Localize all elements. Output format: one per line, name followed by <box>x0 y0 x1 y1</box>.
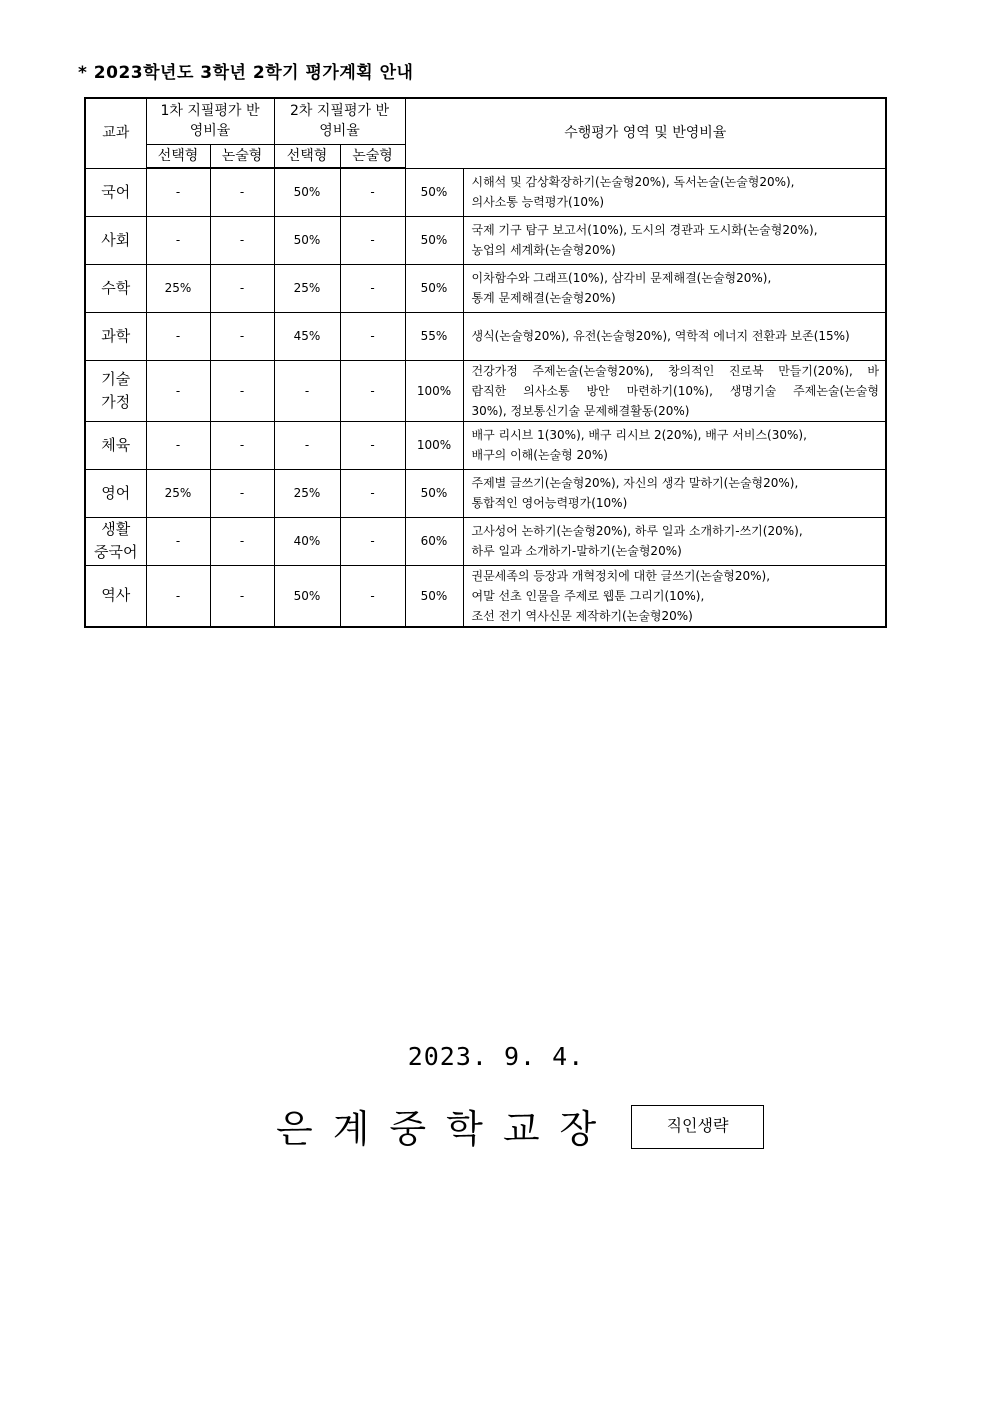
performance-desc-cell <box>463 360 886 421</box>
e1-essay-cell: - <box>210 421 274 469</box>
subject-name-part: 사회 <box>101 230 131 249</box>
subject-name-part: 역사 <box>101 586 131 604</box>
e1-choice-cell: - <box>146 517 210 565</box>
table-row <box>85 312 886 360</box>
perf-ratio-cell: 50% <box>405 264 463 312</box>
table-row <box>85 360 886 421</box>
header-exam2-choice: 선택형 <box>274 144 340 168</box>
table-row <box>85 264 886 312</box>
subject-cell <box>85 517 146 565</box>
subject-name-part: 기술 <box>101 369 131 388</box>
subject-name-part: 국어 <box>101 182 131 201</box>
e2-essay-cell: - <box>340 421 405 469</box>
performance-desc-line: 30%), 정보통신기술 문제해결활동(20%) <box>471 403 690 418</box>
e2-choice-cell: 50% <box>274 565 340 627</box>
performance-desc-line: 의사소통 능력평가(10%) <box>471 195 605 209</box>
performance-desc-cell <box>463 565 886 627</box>
performance-desc-cell <box>463 216 886 264</box>
performance-desc-line: 이차함수와 그래프(10%), 삼각비 문제해결(논술형20%), <box>471 271 772 285</box>
header-exam2-label: 2차 지필평가 반영비율 <box>290 103 389 140</box>
e2-choice-cell: - <box>274 421 340 469</box>
table-row <box>85 216 886 264</box>
subject-cell <box>85 360 146 421</box>
e1-essay-cell: - <box>210 312 274 360</box>
e1-choice-cell: 25% <box>146 264 210 312</box>
e2-choice-cell: 45% <box>274 312 340 360</box>
performance-desc-line: 주제별 글쓰기(논술형20%), 자신의 생각 말하기(논술형20%), <box>471 476 799 490</box>
header-performance: 수행평가 영역 및 반영비율 <box>405 98 886 168</box>
performance-desc-line: 생식(논술형20%), 유전(논술형20%), 역학적 에너지 전환과 보존(15%) <box>471 329 850 343</box>
performance-desc-cell <box>463 469 886 517</box>
evaluation-plan-table <box>84 97 887 628</box>
perf-ratio-cell: 50% <box>405 469 463 517</box>
perf-ratio-cell: 100% <box>405 360 463 421</box>
header-exam1-label: 1차 지필평가 반영비율 <box>160 103 260 140</box>
header-subject: 교과 <box>85 98 146 168</box>
header-exam1-essay: 논술형 <box>210 144 274 168</box>
e1-essay-cell: - <box>210 216 274 264</box>
page-title: * 2023학년도 3학년 2학기 평가계획 안내 <box>78 63 414 83</box>
e2-essay-cell: - <box>340 517 405 565</box>
perf-ratio-cell: 50% <box>405 565 463 627</box>
e1-choice-cell: - <box>146 168 210 216</box>
e1-choice-cell: 25% <box>146 469 210 517</box>
perf-ratio-cell: 60% <box>405 517 463 565</box>
e2-choice-cell: 25% <box>274 264 340 312</box>
subject-name-part: 과학 <box>101 326 131 345</box>
e1-choice-cell: - <box>146 312 210 360</box>
document-date: 2023. 9. 4. <box>407 1042 585 1071</box>
subject-cell <box>85 216 146 264</box>
table-row <box>85 517 886 565</box>
subject-name-part: 체육 <box>101 435 131 454</box>
performance-desc-cell <box>463 168 886 216</box>
table-row <box>85 168 886 216</box>
performance-desc-cell <box>463 312 886 360</box>
performance-desc-line: 통계 문제해결(논술형20%) <box>471 291 616 305</box>
performance-desc-line: 조선 전기 역사신문 제작하기(논술형20%) <box>471 608 693 623</box>
e1-essay-cell: - <box>210 168 274 216</box>
subject-name-part: 생활 <box>101 520 131 538</box>
e1-essay-cell: - <box>210 469 274 517</box>
performance-desc-line: 람직한 의사소통 방안 마련하기(10%), 생명기술 주제논술(논술형 <box>471 383 879 398</box>
e2-essay-cell: - <box>340 216 405 264</box>
perf-ratio-cell: 100% <box>405 421 463 469</box>
performance-desc-line: 권문세족의 등장과 개혁정치에 대한 글쓰기(논술형20%), <box>471 568 771 583</box>
e2-choice-cell: 25% <box>274 469 340 517</box>
performance-desc-line: 국제 기구 탐구 보고서(10%), 도시의 경관과 도시화(논술형20%), <box>471 223 818 237</box>
performance-desc-line: 고사성어 논하기(논술형20%), 하루 일과 소개하기-쓰기(20%), <box>471 524 803 538</box>
e2-essay-cell: - <box>340 360 405 421</box>
school-principal: 은계중학교장 <box>276 1107 617 1151</box>
e1-essay-cell: - <box>210 264 274 312</box>
perf-ratio-cell: 50% <box>405 216 463 264</box>
perf-ratio-cell: 55% <box>405 312 463 360</box>
e1-choice-cell: - <box>146 421 210 469</box>
performance-desc-cell <box>463 264 886 312</box>
subject-cell <box>85 168 146 216</box>
seal-omitted-box: 직인생략 <box>631 1105 764 1149</box>
e2-essay-cell: - <box>340 264 405 312</box>
subject-name-part: 가정 <box>101 392 131 411</box>
e1-choice-cell: - <box>146 360 210 421</box>
subject-cell <box>85 469 146 517</box>
e1-essay-cell: - <box>210 565 274 627</box>
e2-choice-cell: 40% <box>274 517 340 565</box>
e2-essay-cell: - <box>340 312 405 360</box>
subject-name-part: 중국어 <box>94 543 138 561</box>
subject-name-part: 영어 <box>101 483 131 502</box>
subject-cell <box>85 565 146 627</box>
e1-essay-cell: - <box>210 360 274 421</box>
header-exam2-essay: 논술형 <box>340 144 405 168</box>
performance-desc-line: 배구의 이해(논술형 20%) <box>471 448 608 462</box>
e2-choice-cell: 50% <box>274 216 340 264</box>
table-row <box>85 469 886 517</box>
performance-desc-line: 통합적인 영어능력평가(10%) <box>471 496 628 510</box>
performance-desc-cell <box>463 421 886 469</box>
performance-desc-line: 농업의 세계화(논술형20%) <box>471 243 616 257</box>
header-exam2 <box>274 98 405 144</box>
header-exam1 <box>146 98 274 144</box>
e2-essay-cell: - <box>340 565 405 627</box>
e2-choice-cell: 50% <box>274 168 340 216</box>
performance-desc-cell <box>463 517 886 565</box>
e2-essay-cell: - <box>340 469 405 517</box>
table-row <box>85 565 886 627</box>
header-exam1-choice: 선택형 <box>146 144 210 168</box>
e1-essay-cell: - <box>210 517 274 565</box>
performance-desc-line: 하루 일과 소개하기-말하기(논술형20%) <box>471 544 682 558</box>
subject-cell <box>85 264 146 312</box>
performance-desc-line: 배구 리시브 1(30%), 배구 리시브 2(20%), 배구 서비스(30%), <box>471 428 807 442</box>
table-body <box>85 168 886 627</box>
table-row <box>85 421 886 469</box>
performance-desc-line: 건강가정 주제논술(논술형20%), 창의적인 진로북 만들기(20%), 바 <box>471 363 879 378</box>
subject-name-part: 수학 <box>101 278 131 297</box>
subject-cell <box>85 312 146 360</box>
e1-choice-cell: - <box>146 216 210 264</box>
perf-ratio-cell: 50% <box>405 168 463 216</box>
e1-choice-cell: - <box>146 565 210 627</box>
e2-essay-cell: - <box>340 168 405 216</box>
performance-desc-line: 여말 선초 인물을 주제로 웹툰 그리기(10%), <box>471 588 705 603</box>
subject-cell <box>85 421 146 469</box>
e2-choice-cell: - <box>274 360 340 421</box>
performance-desc-line: 시해석 및 감상확장하기(논술형20%), 독서논술(논술형20%), <box>471 175 795 189</box>
